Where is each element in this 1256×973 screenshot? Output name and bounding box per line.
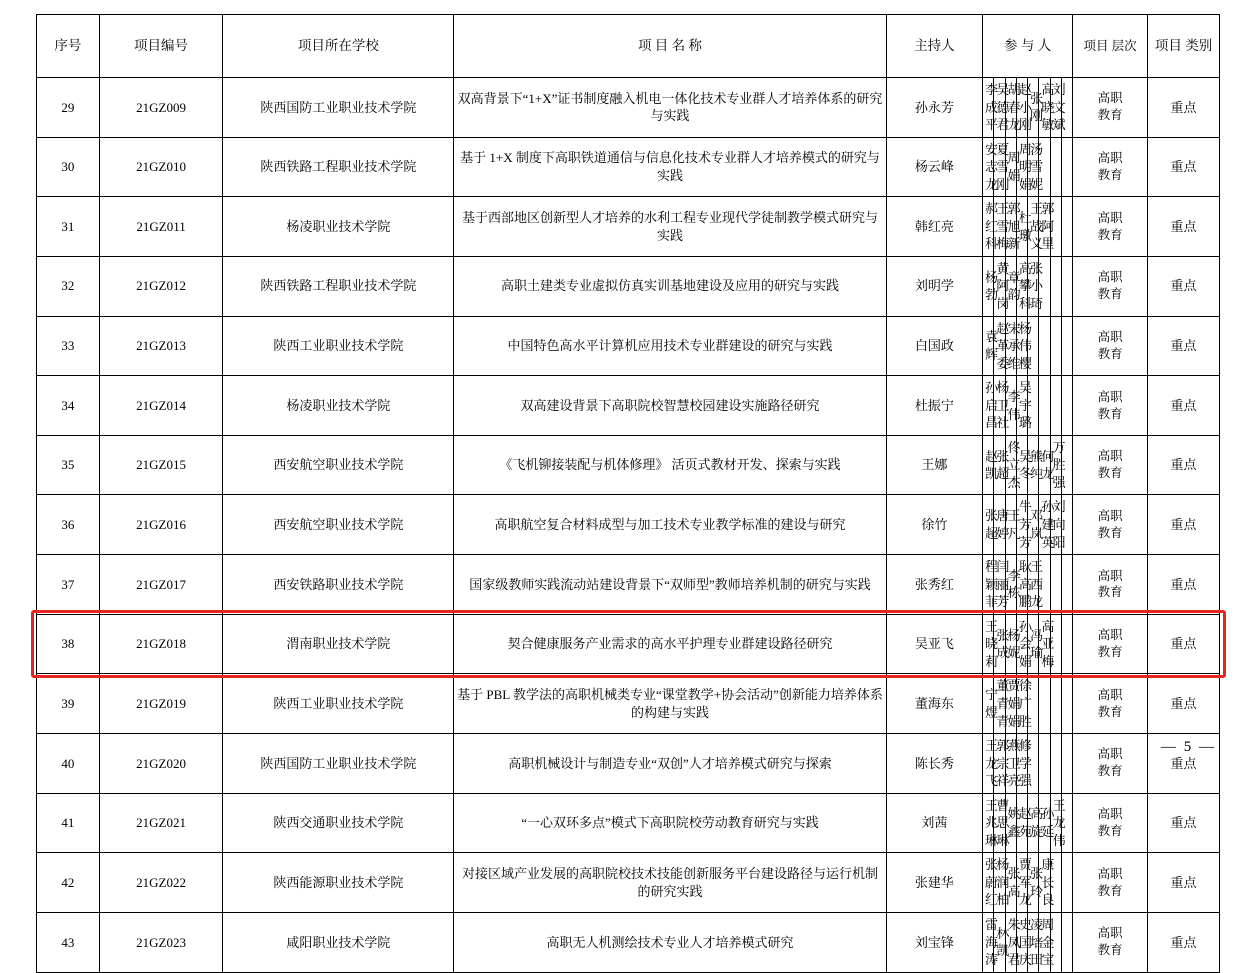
cell-level bbox=[1073, 555, 1148, 615]
cell-leader: 刘明学 bbox=[886, 256, 982, 316]
cell-participant bbox=[1050, 614, 1061, 674]
cell-participant: 李伟 bbox=[1005, 376, 1016, 436]
cell-participant: 夏雪刚 bbox=[994, 137, 1005, 197]
cell-participant bbox=[1050, 256, 1061, 316]
cell-participant: 孙建英 bbox=[1039, 495, 1050, 555]
header-code: 项目编号 bbox=[99, 15, 223, 78]
cell-seq: 30 bbox=[37, 137, 100, 197]
cell-participant bbox=[1050, 316, 1061, 376]
cell-participant: 吴宇璐 bbox=[1016, 376, 1027, 436]
table-row bbox=[37, 793, 1220, 853]
cell-seq: 29 bbox=[37, 78, 100, 138]
cell-level bbox=[1073, 137, 1148, 197]
cell-code: 21GZ018 bbox=[99, 614, 223, 674]
cell-level-line2: 教育 bbox=[1097, 108, 1123, 123]
header-category-line1: 项目 bbox=[1154, 37, 1182, 53]
cell-code: 21GZ011 bbox=[99, 197, 223, 257]
cell-level-line1: 高职 bbox=[1097, 91, 1123, 106]
cell-level-line1: 高职 bbox=[1097, 687, 1123, 702]
cell-level bbox=[1073, 793, 1148, 853]
cell-participant: 张蔚红 bbox=[983, 853, 994, 913]
cell-participant: 章韵 bbox=[1005, 256, 1016, 316]
cell-participant: 林 凯 bbox=[994, 912, 1005, 972]
cell-level-line2: 教育 bbox=[1097, 167, 1123, 182]
cell-level-line1: 高职 bbox=[1097, 449, 1123, 464]
cell-title: 国家级教师实践流动站建设背景下“双师型”教师培养机制的研究与实践 bbox=[454, 555, 887, 615]
cell-participant: 宋承维 bbox=[1005, 316, 1016, 376]
cell-leader: 徐竹 bbox=[886, 495, 982, 555]
cell-participant: 万胜强 bbox=[1050, 435, 1061, 495]
cell-level-line2: 教育 bbox=[1097, 943, 1123, 958]
cell-title: “一心双环多点”模式下高职院校劳动教育研究与实践 bbox=[454, 793, 887, 853]
cell-level bbox=[1073, 495, 1148, 555]
cell-seq: 42 bbox=[37, 853, 100, 913]
table-row bbox=[37, 78, 1220, 138]
cell-title: 对接区域产业发展的高职院校技术技能创新服务平台建设路径与运行机制的研究实践 bbox=[454, 853, 887, 913]
cell-code: 21GZ012 bbox=[99, 256, 223, 316]
cell-level bbox=[1073, 435, 1148, 495]
cell-title: 双高建设背景下高职院校智慧校园建设实施路径研究 bbox=[454, 376, 887, 436]
cell-category: 重点 bbox=[1148, 912, 1220, 972]
cell-participant: 董青青 bbox=[994, 674, 1005, 734]
header-level-line1: 项目 bbox=[1083, 38, 1109, 53]
cell-participant bbox=[1061, 316, 1072, 376]
cell-title: 中国特色高水平计算机应用技术专业群建设的研究与实践 bbox=[454, 316, 887, 376]
cell-level-line2: 教育 bbox=[1097, 764, 1123, 779]
table-row bbox=[37, 256, 1220, 316]
cell-participant: 王凡 bbox=[1005, 495, 1016, 555]
cell-level-line1: 高职 bbox=[1097, 568, 1123, 583]
table-row bbox=[37, 853, 1220, 913]
cell-participant: 杨润柏 bbox=[994, 853, 1005, 913]
cell-level-line2: 教育 bbox=[1097, 525, 1123, 540]
header-leader: 主持人 bbox=[886, 15, 982, 78]
cell-level bbox=[1073, 912, 1148, 972]
cell-participant: 唐婷 bbox=[994, 495, 1005, 555]
table-row bbox=[37, 555, 1220, 615]
cell-participant: 赵革委 bbox=[994, 316, 1005, 376]
cell-seq: 40 bbox=[37, 734, 100, 794]
cell-level-line1: 高职 bbox=[1097, 270, 1123, 285]
cell-seq: 36 bbox=[37, 495, 100, 555]
cell-level bbox=[1073, 78, 1148, 138]
cell-school: 杨凌职业技术学院 bbox=[223, 197, 454, 257]
cell-category: 重点 bbox=[1148, 316, 1220, 376]
cell-leader: 陈长秀 bbox=[886, 734, 982, 794]
cell-seq: 33 bbox=[37, 316, 100, 376]
cell-level-line2: 教育 bbox=[1097, 406, 1123, 421]
table-row bbox=[37, 912, 1220, 972]
cell-leader: 王娜 bbox=[886, 435, 982, 495]
cell-leader: 吴亚飞 bbox=[886, 614, 982, 674]
cell-category: 重点 bbox=[1148, 495, 1220, 555]
cell-level-line1: 高职 bbox=[1097, 330, 1123, 344]
cell-participant bbox=[1039, 376, 1050, 436]
cell-participant bbox=[1061, 912, 1072, 972]
table-row bbox=[37, 137, 1220, 197]
cell-participant: 高亚梅 bbox=[1039, 614, 1050, 674]
cell-level bbox=[1073, 674, 1148, 734]
cell-level-line2: 教育 bbox=[1097, 287, 1123, 302]
cell-participant: 杜璬 bbox=[1016, 197, 1027, 257]
cell-participant: 吴德君 bbox=[994, 78, 1005, 138]
cell-participant: 耿高鹏 bbox=[1016, 555, 1027, 615]
cell-participant: 赵凯 bbox=[983, 435, 994, 495]
cell-seq: 32 bbox=[37, 256, 100, 316]
cell-participant: 姚鑫 bbox=[1005, 793, 1016, 853]
cell-level-line2: 教育 bbox=[1097, 585, 1123, 600]
cell-level-line2: 教育 bbox=[1097, 346, 1123, 361]
cell-participant bbox=[1061, 614, 1072, 674]
cell-participant: 胡春龙 bbox=[1005, 78, 1016, 138]
cell-level-line1: 高职 bbox=[1097, 866, 1123, 881]
cell-code: 21GZ023 bbox=[99, 912, 223, 972]
cell-participant: 燕卫亮 bbox=[1005, 734, 1016, 794]
cell-title: 《飞机铆接装配与机体修理》 活页式教材开发、探索与实践 bbox=[454, 435, 887, 495]
header-participants: 参 与 人 bbox=[983, 15, 1073, 78]
cell-participant: 张玲 bbox=[1028, 853, 1039, 913]
cell-level bbox=[1073, 376, 1148, 436]
cell-participant bbox=[1039, 316, 1050, 376]
cell-category: 重点 bbox=[1148, 674, 1220, 734]
cell-participant: 牛芳芳 bbox=[1016, 495, 1027, 555]
cell-leader: 白国政 bbox=[886, 316, 982, 376]
cell-leader: 杜振宁 bbox=[886, 376, 982, 436]
cell-participant: 修学强 bbox=[1016, 734, 1027, 794]
cell-level-line1: 高职 bbox=[1097, 807, 1123, 822]
cell-level-line1: 高职 bbox=[1097, 747, 1123, 762]
cell-level-line1: 高职 bbox=[1097, 508, 1123, 523]
cell-leader: 刘宝锋 bbox=[886, 912, 982, 972]
header-seq: 序号 bbox=[37, 15, 100, 78]
cell-school: 陕西铁路工程职业技术学院 bbox=[223, 256, 454, 316]
cell-title: 契合健康服务产业需求的高水平护理专业群建设路径研究 bbox=[454, 614, 887, 674]
cell-seq: 31 bbox=[37, 197, 100, 257]
cell-category: 重点 bbox=[1148, 137, 1220, 197]
cell-code: 21GZ020 bbox=[99, 734, 223, 794]
cell-level-line1: 高职 bbox=[1097, 151, 1123, 166]
cell-participant: 贾娟娟 bbox=[1005, 674, 1016, 734]
cell-participant bbox=[1061, 555, 1072, 615]
cell-leader: 刘茜 bbox=[886, 793, 982, 853]
cell-participant: 邓岚 bbox=[1028, 495, 1039, 555]
cell-participant: 高旋 bbox=[1028, 793, 1039, 853]
table-row bbox=[37, 197, 1220, 257]
cell-category: 重点 bbox=[1148, 555, 1220, 615]
cell-participant bbox=[1050, 555, 1061, 615]
cell-participant: 高攀科 bbox=[1016, 256, 1027, 316]
cell-code: 21GZ014 bbox=[99, 376, 223, 436]
cell-leader: 孙永芳 bbox=[886, 78, 982, 138]
cell-title: 基于西部地区创新型人才培养的水利工程专业现代学徒制教学模式研究与实践 bbox=[454, 197, 887, 257]
cell-participant: 徐广胜 bbox=[1016, 674, 1027, 734]
table-row bbox=[37, 435, 1220, 495]
cell-participant bbox=[1061, 137, 1072, 197]
cell-participant: 张超 bbox=[994, 435, 1005, 495]
cell-participant: 黄阿岗 bbox=[994, 256, 1005, 316]
cell-participant: 周娟 bbox=[1005, 137, 1016, 197]
cell-participant: 周明娟 bbox=[1016, 137, 1027, 197]
cell-participant: 高晓敏 bbox=[1039, 78, 1050, 138]
cell-participant: 宁煜 bbox=[983, 674, 994, 734]
cell-participant: 汤雪妮 bbox=[1028, 137, 1039, 197]
cell-participant: 王晓莉 bbox=[983, 614, 994, 674]
cell-title: 双高背景下“1+X”证书制度融入机电一体化技术专业群人才培养体系的研究与实践 bbox=[454, 78, 887, 138]
cell-code: 21GZ022 bbox=[99, 853, 223, 913]
cell-participant: 冯瑜 bbox=[1028, 614, 1039, 674]
cell-participant bbox=[1050, 674, 1061, 734]
cell-participant: 孙启昌 bbox=[983, 376, 994, 436]
cell-category: 重点 bbox=[1148, 793, 1220, 853]
cell-school: 陕西国防工业职业技术学院 bbox=[223, 78, 454, 138]
table-body bbox=[37, 78, 1220, 973]
cell-level bbox=[1073, 853, 1148, 913]
header-title: 项 目 名 称 bbox=[454, 15, 887, 78]
cell-seq: 38 bbox=[37, 614, 100, 674]
cell-participant: 孙延 bbox=[1039, 793, 1050, 853]
cell-level bbox=[1073, 734, 1148, 794]
cell-seq: 37 bbox=[37, 555, 100, 615]
cell-school: 陕西工业职业技术学院 bbox=[223, 316, 454, 376]
table-row bbox=[37, 376, 1220, 436]
cell-participant: 王兆琳 bbox=[983, 793, 994, 853]
cell-participant: 郭阿里 bbox=[1039, 197, 1050, 257]
cell-participant: 王西龙 bbox=[1028, 555, 1039, 615]
cell-participant: 吴冬 bbox=[1016, 435, 1027, 495]
cell-title: 高职土建类专业虚拟仿真实训基地建设及应用的研究与实践 bbox=[454, 256, 887, 316]
cell-participant: 张超 bbox=[983, 495, 994, 555]
cell-participant bbox=[1061, 376, 1072, 436]
cell-code: 21GZ017 bbox=[99, 555, 223, 615]
cell-level bbox=[1073, 256, 1148, 316]
cell-participant: 赵小刚 bbox=[1016, 78, 1027, 138]
cell-leader: 杨云峰 bbox=[886, 137, 982, 197]
cell-leader: 韩红亮 bbox=[886, 197, 982, 257]
cell-participant: 贾军龙 bbox=[1016, 853, 1027, 913]
cell-participant: 刘向阳 bbox=[1050, 495, 1061, 555]
header-school: 项目所在学校 bbox=[223, 15, 454, 78]
cell-participant: 王战义 bbox=[1028, 197, 1039, 257]
cell-level-line2: 教育 bbox=[1097, 704, 1123, 719]
cell-category: 重点 bbox=[1148, 256, 1220, 316]
cell-level-line2: 教育 bbox=[1097, 883, 1123, 898]
cell-leader: 张秀红 bbox=[886, 555, 982, 615]
cell-participant bbox=[1050, 376, 1061, 436]
table-header-row bbox=[37, 15, 1220, 78]
table-row bbox=[37, 734, 1220, 794]
cell-participant bbox=[1061, 256, 1072, 316]
table-row bbox=[37, 316, 1220, 376]
cell-participant bbox=[1050, 734, 1061, 794]
cell-seq: 34 bbox=[37, 376, 100, 436]
cell-participant bbox=[1039, 734, 1050, 794]
cell-participant: 史国庆 bbox=[1016, 912, 1027, 972]
cell-school: 渭南职业技术学院 bbox=[223, 614, 454, 674]
cell-school: 咸阳职业技术学院 bbox=[223, 912, 454, 972]
cell-participant: 郝红科 bbox=[983, 197, 994, 257]
cell-participant: 闫丽芳 bbox=[994, 555, 1005, 615]
cell-school: 陕西铁路工程职业技术学院 bbox=[223, 137, 454, 197]
cell-participant: 赵苑 bbox=[1016, 793, 1027, 853]
cell-category: 重点 bbox=[1148, 853, 1220, 913]
cell-school: 西安铁路职业技术学院 bbox=[223, 555, 454, 615]
cell-participant: 曹思琳 bbox=[994, 793, 1005, 853]
cell-participant: 袁辉 bbox=[983, 316, 994, 376]
cell-participant: 孙会娟 bbox=[1016, 614, 1027, 674]
cell-code: 21GZ019 bbox=[99, 674, 223, 734]
cell-participant: 杨卫社 bbox=[994, 376, 1005, 436]
cell-seq: 41 bbox=[37, 793, 100, 853]
cell-participant bbox=[1061, 734, 1072, 794]
cell-code: 21GZ013 bbox=[99, 316, 223, 376]
table-row bbox=[37, 495, 1220, 555]
cell-title: 基于 PBL 教学法的高职机械类专业“课堂教学+协会活动”创新能力培养体系的构建与实践 bbox=[454, 674, 887, 734]
cell-level-line1: 高职 bbox=[1097, 628, 1123, 643]
cell-category: 重点 bbox=[1148, 435, 1220, 495]
cell-participant: 杨伟樱 bbox=[1016, 316, 1027, 376]
cell-code: 21GZ021 bbox=[99, 793, 223, 853]
cell-code: 21GZ010 bbox=[99, 137, 223, 197]
cell-participant bbox=[1050, 137, 1061, 197]
cell-title: 高职无人机测绘技术专业人才培养模式研究 bbox=[454, 912, 887, 972]
cell-category: 重点 bbox=[1148, 78, 1220, 138]
cell-participant: 王雪梅 bbox=[994, 197, 1005, 257]
cell-seq: 39 bbox=[37, 674, 100, 734]
header-category-line2: 类别 bbox=[1185, 37, 1213, 53]
cell-participant: 刘文斌 bbox=[1050, 78, 1061, 138]
cell-level-line2: 教育 bbox=[1097, 466, 1123, 481]
cell-participant: 郭宗祥 bbox=[994, 734, 1005, 794]
cell-title: 基于 1+X 制度下高职铁道通信与信息化技术专业群人才培养模式的研究与实践 bbox=[454, 137, 887, 197]
cell-participant: 凌培田 bbox=[1028, 912, 1039, 972]
page-number: — 5 — bbox=[1161, 739, 1216, 755]
cell-school: 陕西国防工业职业技术学院 bbox=[223, 734, 454, 794]
cell-level bbox=[1073, 197, 1148, 257]
cell-participant: 安志龙 bbox=[983, 137, 994, 197]
cell-title: 高职航空复合材料成型与加工技术专业教学标准的建设与研究 bbox=[454, 495, 887, 555]
cell-participant: 杨勃 bbox=[983, 256, 994, 316]
cell-school: 陕西能源职业技术学院 bbox=[223, 853, 454, 913]
header-level-line2: 层次 bbox=[1111, 38, 1137, 53]
cell-leader: 董海东 bbox=[886, 674, 982, 734]
cell-participant: 王龙飞 bbox=[983, 734, 994, 794]
cell-school: 西安航空职业技术学院 bbox=[223, 495, 454, 555]
cell-level-line2: 教育 bbox=[1097, 824, 1123, 838]
cell-participant: 雷海涛 bbox=[983, 912, 994, 972]
cell-participant: 何龙 bbox=[1039, 435, 1050, 495]
cell-school: 陕西工业职业技术学院 bbox=[223, 674, 454, 734]
cell-category: 重点 bbox=[1148, 376, 1220, 436]
cell-code: 21GZ016 bbox=[99, 495, 223, 555]
cell-participant: 康长良 bbox=[1039, 853, 1050, 913]
cell-level-line2: 教育 bbox=[1097, 645, 1123, 660]
cell-school: 杨凌职业技术学院 bbox=[223, 376, 454, 436]
cell-school: 西安航空职业技术学院 bbox=[223, 435, 454, 495]
cell-participant: 张成 bbox=[994, 614, 1005, 674]
cell-participant: 朱凤君 bbox=[1005, 912, 1016, 972]
cell-level-line1: 高职 bbox=[1097, 389, 1123, 404]
cell-level-line1: 高职 bbox=[1097, 926, 1123, 941]
cell-seq: 35 bbox=[37, 435, 100, 495]
cell-participant: 张刚 bbox=[1028, 78, 1039, 138]
cell-level-line1: 高职 bbox=[1097, 210, 1123, 225]
cell-seq: 43 bbox=[37, 912, 100, 972]
table-row bbox=[37, 614, 1220, 674]
cell-participant: 佟立杰 bbox=[1005, 435, 1016, 495]
cell-participant: 郭旭新 bbox=[1005, 197, 1016, 257]
project-list-table bbox=[36, 14, 1220, 973]
cell-level-line2: 教育 bbox=[1097, 227, 1123, 242]
cell-code: 21GZ009 bbox=[99, 78, 223, 138]
cell-participant: 周金宝 bbox=[1039, 912, 1050, 972]
cell-category: 重点 bbox=[1148, 734, 1220, 794]
table-row bbox=[37, 674, 1220, 734]
table-header bbox=[37, 15, 1220, 78]
cell-code: 21GZ015 bbox=[99, 435, 223, 495]
cell-participant: 熊纯 bbox=[1028, 435, 1039, 495]
cell-participant bbox=[1061, 197, 1072, 257]
header-category bbox=[1148, 15, 1220, 78]
cell-participant: 张小琦 bbox=[1028, 256, 1039, 316]
cell-participant bbox=[1061, 853, 1072, 913]
cell-level bbox=[1073, 614, 1148, 674]
cell-level bbox=[1073, 316, 1148, 376]
cell-participant: 杨妮 bbox=[1005, 614, 1016, 674]
cell-leader: 张建华 bbox=[886, 853, 982, 913]
cell-category: 重点 bbox=[1148, 197, 1220, 257]
cell-participant: 李成平 bbox=[983, 78, 994, 138]
cell-participant: 王龙伟 bbox=[1050, 793, 1061, 853]
cell-participant: 张高 bbox=[1005, 853, 1016, 913]
cell-participant bbox=[1061, 674, 1072, 734]
cell-participant bbox=[1039, 674, 1050, 734]
cell-participant: 李栋 bbox=[1005, 555, 1016, 615]
cell-title: 高职机械设计与制造专业“双创”人才培养模式研究与探索 bbox=[454, 734, 887, 794]
header-level bbox=[1073, 15, 1148, 78]
cell-category: 重点 bbox=[1148, 614, 1220, 674]
cell-school: 陕西交通职业技术学院 bbox=[223, 793, 454, 853]
cell-participant: 程颖菲 bbox=[983, 555, 994, 615]
